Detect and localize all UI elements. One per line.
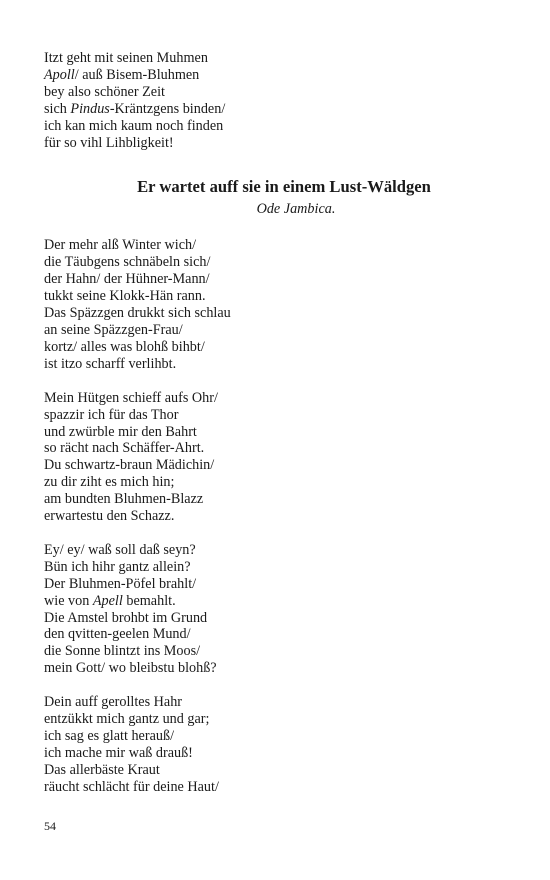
verse-line: am bundten Bluhmen-Blazz bbox=[44, 491, 204, 508]
verse-line: den qvitten-geelen Mund/ bbox=[44, 626, 191, 643]
verse-line: ich sag es glatt herauß/ bbox=[44, 728, 175, 744]
verse-line: entzükkt mich gantz und gar; bbox=[44, 711, 210, 728]
verse-line: räucht schlächt für deine Haut/ bbox=[44, 778, 219, 795]
verse-line: ich kan mich kaum noch finden bbox=[44, 117, 224, 134]
poem-stanza-4 bbox=[44, 694, 514, 795]
poem-stanza-2 bbox=[44, 390, 514, 525]
verse-line: an seine Späzzgen-Frau/ bbox=[44, 321, 183, 338]
verse-line: Das allerbäste Kraut bbox=[44, 761, 160, 778]
verse-line: so rächt nach Schäffer-Ahrt. bbox=[44, 440, 205, 457]
verse-line: Du schwartz-braun Mädichin/ bbox=[44, 457, 215, 474]
verse-line: mein Gott/ wo bleibstu blohß? bbox=[44, 660, 217, 677]
verse-line: sich Pindus-Kräntzgens binden/ bbox=[44, 100, 226, 117]
verse-line: Apoll/ auß Bisem-Bluhmen bbox=[44, 66, 200, 83]
italic-name: Apell bbox=[92, 592, 123, 609]
verse-line: erwartestu den Schazz. bbox=[44, 508, 175, 525]
italic-name: Pindus bbox=[70, 100, 110, 117]
page-number: 54 bbox=[44, 819, 56, 833]
stanza-gap bbox=[44, 525, 514, 542]
poem-stanza-1 bbox=[44, 237, 514, 372]
verse-line: Der Bluhmen-Pöfel brahlt/ bbox=[44, 575, 197, 592]
verse-line: Dein auff gerolltes Hahr bbox=[44, 694, 183, 711]
poem-subtitle: Ode Jambica. bbox=[256, 201, 336, 218]
verse-line: bey also schöner Zeit bbox=[44, 83, 165, 100]
italic-name: Apoll bbox=[44, 66, 75, 83]
verse-line: Itzt geht mit seinen Muhmen bbox=[44, 50, 208, 66]
verse-line: ist itzo scharff verlihbt. bbox=[44, 355, 177, 372]
verse-line: zu dir ziht es mich hin; bbox=[44, 474, 175, 491]
verse-line: für so vihl Lihbligkeit! bbox=[44, 134, 174, 151]
verse-line: Die Amstel brohbt im Grund bbox=[44, 609, 208, 626]
verse-line: Bün ich hihr gantz allein? bbox=[44, 558, 191, 575]
stanza-gap bbox=[44, 373, 514, 390]
verse-line: kortz/ alles was blohß bihbt/ bbox=[44, 338, 205, 355]
poem-title: Er wartet auff sie in einem Lust-Wäldgen bbox=[137, 177, 431, 197]
verse-line: tukkt seine Klokk-Hän rann. bbox=[44, 288, 206, 305]
page-content bbox=[44, 50, 514, 796]
verse-line: wie von Apell bemahlt. bbox=[44, 592, 176, 609]
verse-line: ich mache mir waß drauß! bbox=[44, 744, 193, 761]
verse-line: spazzir ich für das Thor bbox=[44, 406, 179, 423]
verse-line: der Hahn/ der Hühner-Mann/ bbox=[44, 271, 210, 288]
verse-line: Mein Hütgen schieff aufs Ohr/ bbox=[44, 389, 218, 406]
verse-line: die Täubgens schnäbeln sich/ bbox=[44, 254, 211, 271]
stanza-gap bbox=[44, 677, 514, 694]
verse-line: Das Späzzgen drukkt sich schlau bbox=[44, 305, 231, 322]
verse-line: Der mehr alß Winter wich/ bbox=[44, 237, 197, 254]
intro-stanza bbox=[44, 50, 514, 151]
verse-line: und zwürble mir den Bahrt bbox=[44, 423, 197, 440]
verse-line: die Sonne blintzt ins Moos/ bbox=[44, 643, 201, 660]
verse-line: Ey/ ey/ waß soll daß seyn? bbox=[44, 541, 196, 558]
poem-stanza-3 bbox=[44, 542, 514, 677]
